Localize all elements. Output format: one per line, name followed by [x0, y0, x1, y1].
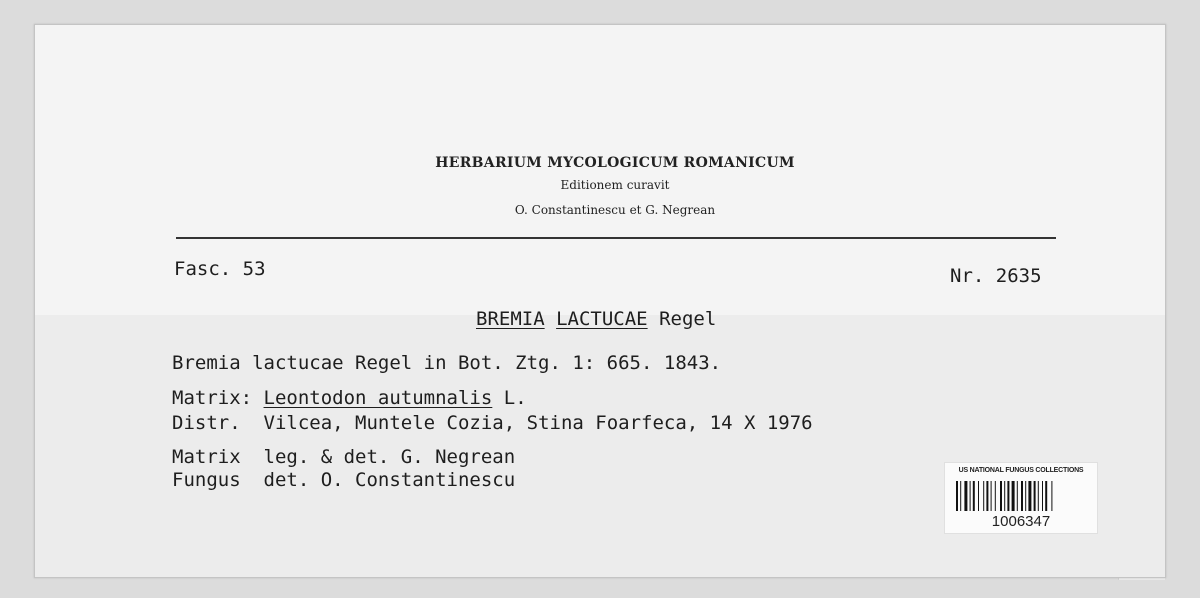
matrix-host: Leontodon autumnalis	[263, 387, 493, 409]
species-genus: BREMIA	[476, 308, 545, 330]
fungus-line	[172, 469, 515, 491]
species-author: Regel	[659, 308, 717, 330]
collector-line	[172, 446, 515, 468]
fungus-value: det. O. Constantinescu	[263, 469, 516, 491]
herbarium-title: HERBARIUM MYCOLOGICUM ROMANICUM	[435, 155, 795, 171]
citation: Bremia lactucae Regel in Bot. Ztg. 1: 665. 1843.	[172, 352, 722, 374]
species-epithet: LACTUCAE	[556, 308, 648, 330]
matrix-line	[172, 387, 527, 409]
herbarium-editors: O. Constantinescu et G. Negrean	[514, 203, 716, 217]
barcode-number: 1006347	[991, 513, 1051, 530]
barcode-icon	[956, 481, 1086, 511]
barcode-label	[944, 462, 1098, 534]
fungus-label: Fungus	[172, 469, 241, 491]
matrix-label: Matrix:	[172, 387, 253, 409]
species-name	[476, 308, 716, 330]
herbarium-subtitle: Editionem curavit	[560, 178, 670, 192]
header-divider	[176, 237, 1056, 239]
barcode-label-title: US NATIONAL FUNGUS COLLECTIONS	[958, 467, 1084, 474]
distribution-label: Distr.	[172, 412, 241, 434]
distribution-value: Vilcea, Muntele Cozia, Stina Foarfeca, 14 X 1976	[263, 412, 813, 434]
matrix-author: L.	[503, 387, 527, 409]
fascicle-number: Fasc. 53	[174, 258, 266, 280]
collector-value: leg. & det. G. Negrean	[263, 446, 516, 468]
specimen-number: Nr. 2635	[950, 265, 1042, 287]
collector-label: Matrix	[172, 446, 241, 468]
distribution-line	[172, 412, 813, 434]
